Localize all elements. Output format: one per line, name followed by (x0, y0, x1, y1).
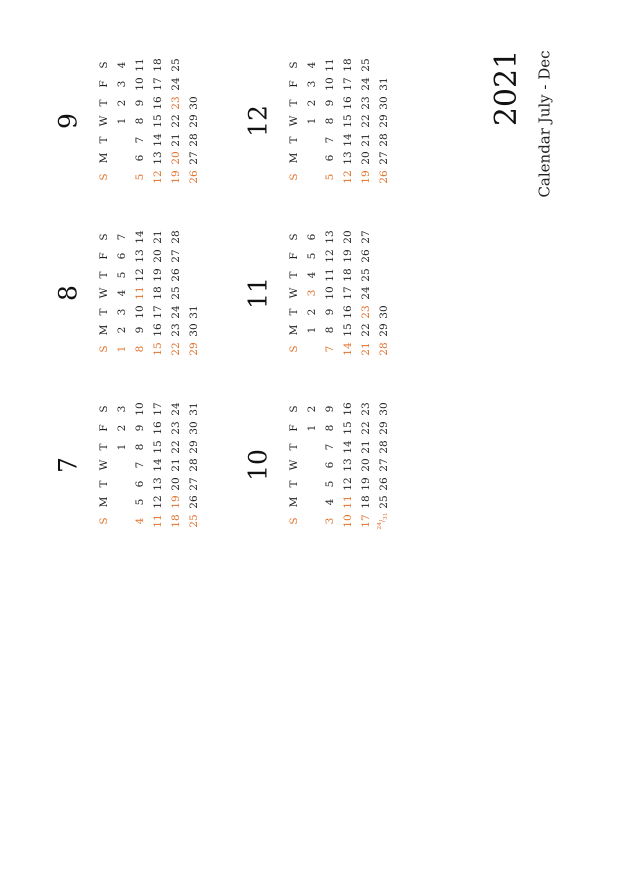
day-cell: 29 (187, 114, 200, 128)
day-cell: 4 (323, 499, 336, 506)
day-cell: 23 (169, 95, 182, 110)
day-cell: 16 (341, 402, 354, 417)
day-cell: 28 (377, 133, 390, 147)
day-cell: 14 (151, 133, 164, 147)
day-cell: 10 (341, 514, 354, 528)
day-cell: 25 (169, 58, 182, 73)
day-cell: 28 (169, 230, 182, 245)
day-cell: 15 (151, 439, 164, 454)
weekday-header: M (97, 153, 110, 164)
day-cell: 19 (151, 267, 164, 282)
day-cell: 21 (169, 458, 182, 472)
day-cell: 17 (341, 286, 354, 300)
day-cell: 20 (169, 477, 182, 491)
day-cell: 23 (359, 402, 372, 417)
day-cell: 20 (341, 230, 354, 245)
day-cell: 21 (359, 439, 372, 454)
day-cell: 13 (323, 230, 336, 245)
day-cell: 28 (187, 458, 200, 472)
day-cell: 8 (133, 117, 146, 125)
day-cell: 25 (359, 58, 372, 73)
day-cell: 9 (133, 327, 146, 334)
day-cell: 11 (323, 58, 336, 73)
day-cell: 24 (169, 402, 182, 417)
weekday-header: S (97, 405, 110, 413)
day-cell: 3 (115, 406, 128, 413)
day-cell: 17 (359, 514, 372, 528)
day-cell: 27 (359, 230, 372, 245)
weekday-header: M (97, 325, 110, 336)
weekday-header: S (287, 61, 300, 69)
day-cell: 26 (377, 477, 390, 491)
day-cell: 12 (133, 267, 146, 282)
day-cell: 20 (151, 249, 164, 263)
weekday-header: S (97, 173, 110, 181)
day-cell: 27 (187, 477, 200, 491)
day-cell: 14 (151, 458, 164, 472)
day-cell: 15 (341, 114, 354, 128)
day-cell: 10 (323, 286, 336, 300)
weekday-header: F (287, 252, 300, 260)
day-cell: 15 (341, 421, 354, 435)
day-cell: 7 (323, 136, 336, 144)
day-cell: 8 (323, 117, 336, 125)
day-cell: 6 (323, 155, 336, 162)
day-cell: 29 (377, 421, 390, 435)
month-title: 8 (53, 285, 83, 302)
day-cell: 6 (133, 480, 146, 488)
day-cell: 7 (323, 345, 336, 353)
weekday-header: S (287, 345, 300, 353)
weekday-header: T (97, 136, 110, 144)
day-cell: 9 (133, 99, 146, 106)
day-cell: 16 (341, 95, 354, 110)
day-cell: 28 (187, 133, 200, 147)
day-cell: 25 (377, 495, 390, 510)
weekday-header: M (287, 325, 300, 336)
weekday-header: T (97, 308, 110, 316)
weekday-header: F (97, 80, 110, 88)
day-cell: 2 (305, 308, 318, 316)
day-cell: 1 (115, 117, 128, 125)
weekday-header: T (287, 271, 300, 279)
day-cell: 30 (187, 95, 200, 110)
day-cell: 30 (377, 402, 390, 417)
month-title: 12 (243, 105, 273, 138)
day-cell: 9 (323, 308, 336, 316)
weekday-header: M (287, 497, 300, 508)
day-cell: 26 (169, 267, 182, 282)
day-cell: 14 (133, 230, 146, 245)
day-cell: 14 (341, 342, 354, 356)
day-cell: 16 (151, 421, 164, 435)
day-cell: 21 (359, 133, 372, 147)
day-cell: 6 (323, 461, 336, 469)
day-cell: 19 (169, 170, 182, 184)
weekday-header: M (97, 497, 110, 508)
day-cell: 27 (187, 151, 200, 166)
day-cell: 26 (377, 170, 390, 184)
day-cell: 15 (151, 342, 164, 356)
month-title: 7 (53, 457, 83, 474)
day-cell: 18 (341, 267, 354, 282)
day-cell: 25 (359, 267, 372, 282)
day-cell: 12 (341, 170, 354, 184)
day-cell: 1 (115, 443, 128, 450)
day-cell: 2 (305, 406, 318, 413)
weekday-header: T (97, 271, 110, 279)
month-title: 11 (243, 277, 273, 310)
day-cell: 27 (377, 458, 390, 472)
day-cell: 19 (359, 170, 372, 184)
day-cell: 16 (341, 305, 354, 319)
day-cell: 23 (169, 421, 182, 435)
day-cell: 2 (115, 424, 128, 432)
day-cell: 8 (323, 424, 336, 432)
day-cell: 17 (151, 402, 164, 417)
day-cell: 28 (377, 342, 390, 356)
weekday-header: W (97, 115, 110, 127)
day-cell: 5 (133, 173, 146, 181)
weekday-header: W (97, 459, 110, 471)
day-cell: 5 (323, 480, 336, 488)
day-cell: 24 (169, 305, 182, 319)
weekday-header: S (287, 517, 300, 525)
day-cell: 14 (341, 133, 354, 147)
day-cell: 24 (359, 286, 372, 300)
day-cell: 9 (323, 99, 336, 106)
month-title: 10 (243, 449, 273, 482)
day-cell: 31 (187, 402, 200, 417)
day-cell: 30 (377, 305, 390, 319)
day-cell: 12 (341, 477, 354, 491)
weekday-header: T (97, 443, 110, 451)
day-cell: 1 (115, 345, 128, 353)
day-cell: 5 (115, 271, 128, 278)
day-cell: 21 (359, 342, 372, 356)
day-cell: 15 (341, 323, 354, 338)
day-cell: 13 (133, 249, 146, 263)
day-cell: 1 (305, 424, 318, 432)
day-cell: 8 (323, 327, 336, 334)
weekday-header: S (287, 405, 300, 413)
day-cell: 14 (341, 439, 354, 454)
day-cell: 7 (133, 461, 146, 469)
day-cell: 30 (187, 421, 200, 435)
day-cell: 3 (323, 517, 336, 525)
day-cell: 10 (133, 305, 146, 319)
day-cell: 9 (323, 406, 336, 413)
day-cell: 4 (305, 62, 318, 69)
day-cell: 3 (115, 80, 128, 88)
day-cell: 18 (151, 58, 164, 73)
weekday-header: M (287, 153, 300, 164)
day-cell: 18 (359, 495, 372, 510)
day-cell: 1 (305, 327, 318, 334)
day-cell: 12 (151, 170, 164, 184)
day-cell: 23 (359, 95, 372, 110)
day-cell: 28 (377, 439, 390, 454)
day-cell: 23 (359, 305, 372, 319)
day-cell: $^{24}/_{31}$ (377, 512, 389, 530)
day-cell: 30 (377, 95, 390, 110)
day-cell: 25 (187, 514, 200, 528)
day-cell: 8 (133, 443, 146, 450)
day-cell: 19 (341, 249, 354, 263)
day-cell: 26 (187, 170, 200, 184)
day-cell: 2 (115, 99, 128, 106)
weekday-header: S (97, 517, 110, 525)
day-cell: 20 (359, 458, 372, 472)
day-cell: 29 (377, 323, 390, 338)
day-cell: 20 (359, 151, 372, 166)
day-cell: 29 (377, 114, 390, 128)
day-cell: 22 (169, 439, 182, 454)
day-cell: 6 (115, 252, 128, 260)
day-cell: 10 (323, 77, 336, 91)
day-cell: 5 (305, 252, 318, 260)
day-cell: 12 (151, 495, 164, 510)
weekday-header: S (97, 233, 110, 241)
day-cell: 26 (359, 249, 372, 263)
day-cell: 10 (133, 77, 146, 91)
day-cell: 19 (359, 477, 372, 491)
day-cell: 11 (341, 495, 354, 510)
day-cell: 24 (359, 77, 372, 91)
weekday-header: T (287, 136, 300, 144)
day-cell: 7 (115, 234, 128, 241)
day-cell: 19 (169, 495, 182, 510)
day-cell: 21 (169, 133, 182, 147)
day-cell: 6 (133, 155, 146, 162)
day-cell: 10 (133, 402, 146, 417)
day-cell: 7 (323, 443, 336, 450)
day-cell: 13 (151, 477, 164, 491)
day-cell: 6 (305, 234, 318, 241)
day-cell: 13 (341, 151, 354, 166)
day-cell: 1 (305, 117, 318, 125)
day-cell: 27 (169, 249, 182, 263)
day-cell: 11 (323, 267, 336, 282)
weekday-header: T (287, 443, 300, 451)
day-cell: 16 (151, 95, 164, 110)
day-cell: 17 (151, 77, 164, 91)
day-cell: 17 (341, 77, 354, 91)
day-cell: 29 (187, 439, 200, 454)
day-cell: 18 (169, 514, 182, 528)
weekday-header: S (97, 345, 110, 353)
day-cell: 7 (133, 136, 146, 144)
day-cell: 22 (359, 421, 372, 435)
day-cell: 21 (151, 230, 164, 245)
weekday-header: W (97, 287, 110, 299)
weekday-header: T (287, 480, 300, 488)
weekday-header: T (97, 480, 110, 488)
weekday-header: W (287, 115, 300, 127)
day-cell: 25 (169, 286, 182, 300)
day-cell: 3 (115, 308, 128, 316)
calendar-year: 2021 (489, 49, 524, 127)
day-cell: 5 (323, 173, 336, 181)
day-cell: 17 (151, 305, 164, 319)
weekday-header: F (287, 424, 300, 432)
day-cell: 18 (151, 286, 164, 300)
day-cell: 3 (305, 80, 318, 88)
weekday-header: W (287, 287, 300, 299)
day-cell: 11 (133, 286, 146, 300)
day-cell: 4 (305, 271, 318, 278)
day-cell: 4 (115, 289, 128, 297)
weekday-header: F (287, 80, 300, 88)
weekday-header: S (287, 173, 300, 181)
day-cell: 5 (133, 499, 146, 506)
calendar-subtitle: Calendar July - Dec (535, 50, 554, 198)
weekday-header: S (287, 233, 300, 241)
day-cell: 13 (341, 458, 354, 472)
day-cell: 30 (187, 323, 200, 338)
day-cell: 23 (169, 323, 182, 338)
day-cell: 24 (169, 77, 182, 91)
day-cell: 15 (151, 114, 164, 128)
day-cell: 4 (115, 62, 128, 69)
day-cell: 31 (377, 77, 390, 91)
weekday-header: F (97, 252, 110, 260)
day-cell: 22 (169, 114, 182, 128)
day-cell: 13 (151, 151, 164, 166)
weekday-header: T (97, 99, 110, 107)
day-cell: 2 (305, 99, 318, 106)
day-cell: 22 (169, 342, 182, 356)
day-cell: 2 (115, 327, 128, 334)
day-cell: 29 (187, 342, 200, 356)
weekday-header: W (287, 459, 300, 471)
day-cell: 18 (341, 58, 354, 73)
weekday-header: T (287, 308, 300, 316)
day-cell: 3 (305, 289, 318, 297)
day-cell: 4 (133, 517, 146, 525)
day-cell: 12 (323, 249, 336, 263)
day-cell: 22 (359, 323, 372, 338)
day-cell: 8 (133, 345, 146, 353)
day-cell: 11 (133, 58, 146, 73)
weekday-header: T (287, 99, 300, 107)
weekday-header: S (97, 61, 110, 69)
month-title: 9 (53, 113, 83, 130)
day-cell: 26 (187, 495, 200, 510)
day-cell: 31 (187, 305, 200, 319)
day-cell: 16 (151, 323, 164, 338)
day-cell: 20 (169, 151, 182, 166)
day-cell: 22 (359, 114, 372, 128)
weekday-header: F (97, 424, 110, 432)
day-cell: 27 (377, 151, 390, 166)
day-cell: 9 (133, 424, 146, 432)
day-cell: 11 (151, 514, 164, 528)
